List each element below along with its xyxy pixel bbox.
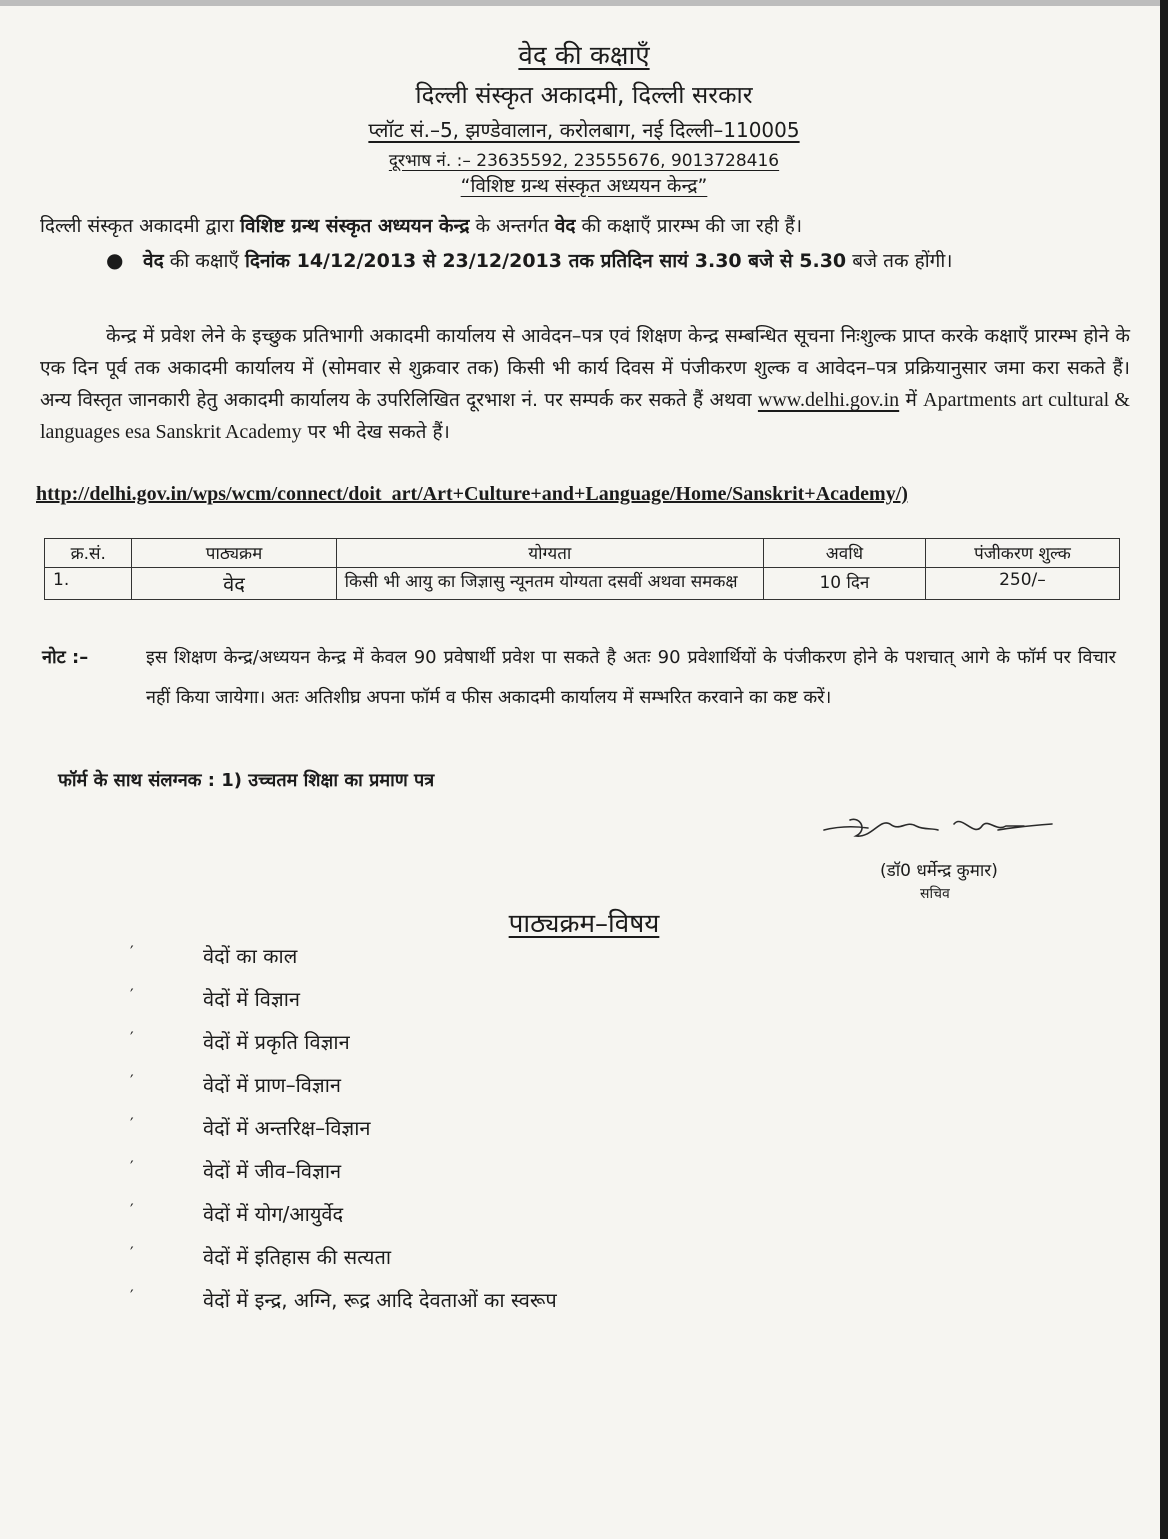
- signatory-name: (डॉ0 धर्मेन्द्र कुमार): [880, 861, 998, 881]
- syllabus-topic: वेदों का काल: [203, 944, 298, 968]
- syllabus-title: पाठ्यक्रम–विषय: [508, 909, 660, 939]
- intro-paragraph: दिल्ली संस्कृत अकादमी द्वारा विशिष्ट ग्रन्थ संस्कृत अध्ययन केन्द्र के अन्तर्गत वेद की कक्षाएँ प्रारम्भ की जा रही हैं।: [40, 215, 803, 237]
- syllabus-topic: वेदों में इतिहास की सत्यता: [203, 1245, 392, 1269]
- attachment-line: फॉर्म के साथ संलग्नक : 1) उच्चतम शिक्षा का प्रमाण पत्र: [58, 770, 435, 791]
- centre-name: “विशिष्ट ग्रन्थ संस्कृत अध्ययन केन्द्र”: [460, 175, 708, 197]
- tick-mark-icon: ′: [130, 942, 134, 961]
- scan-right-edge: [1160, 0, 1168, 1539]
- tick-mark-icon: ′: [130, 1243, 134, 1262]
- syllabus-topic: वेदों में अन्तरिक्ष–विज्ञान: [203, 1116, 371, 1140]
- tick-mark-icon: ′: [130, 1157, 134, 1176]
- syllabus-topic: वेदों में जीव–विज्ञान: [203, 1159, 342, 1183]
- syllabus-topic: वेदों में इन्द्र, अग्नि, रूद्र आदि देवताओं का स्वरूप: [203, 1288, 557, 1312]
- schedule-bullet: वेद की कक्षाएँ दिनांक 14/12/2013 से 23/12/2013 तक प्रतिदिन सायं 3.30 बजे से 5.30 बजे तक होंगी।: [143, 250, 953, 272]
- page-title: वेद की कक्षाएँ: [518, 41, 650, 71]
- info-paragraph: केन्द्र में प्रवेश लेने के इच्छुक प्रतिभागी अकादमी कार्यालय से आवेदन–पत्र एवं शिक्षण केन्द्र सम्बन्धित सूचना निःशुल्क प्राप्त करके कक्षाएँ प्रारम्भ होने के एक दिन पूर्व तक अकादमी कार्यालय में (सोमवार से शुक्रवार तक) किसी भी कार्य दिवस में पंजीकरण शुल्क व आवेदन–पत्र प्रक्रियानुसार जमा करा सकते हैं। अन्य विस्तृत जानकारी हेतु अकादमी कार्यालय के उपरिलिखित दूरभाश नं. पर सम्पर्क कर सकते हैं अथवा www.delhi.gov.in में Apartments art cultural & languages esa Sanskrit Academy पर भी देख सकते हैं।: [40, 325, 1130, 443]
- cell-duration: 10 दिन: [763, 568, 925, 600]
- syllabus-topic: वेदों में विज्ञान: [203, 987, 300, 1011]
- address: प्लॉट सं.–5, झण्डेवालान, करोलबाग, नई दिल्ली–110005: [368, 118, 800, 142]
- cell-fee: 250/–: [925, 568, 1119, 600]
- phone-numbers: दूरभाष नं. :– 23635592, 23555676, 9013728416: [388, 151, 780, 171]
- tick-mark-icon: ′: [130, 1200, 134, 1219]
- syllabus-topic: वेदों में योग/आयुर्वेद: [203, 1202, 344, 1226]
- tick-mark-icon: ′: [130, 985, 134, 1004]
- tick-mark-icon: ′: [130, 1028, 134, 1047]
- col-header-fee: पंजीकरण शुल्क: [925, 539, 1119, 568]
- signatory-designation: सचिव: [920, 886, 950, 902]
- note-text: इस शिक्षण केन्द्र/अध्ययन केन्द्र में केवल 90 प्रवेषार्थी प्रवेश पा सकते है अतः 90 प्रवेशार्थियों के पंजीकरण होने के पशचात् आगे के फॉर्म पर विचार नहीं किया जायेगा। अतः अतिशीघ्र अपना फॉर्म व फीस अकादमी कार्यालय में सम्भरित करवाने का कष्ट करें।: [146, 647, 1116, 708]
- syllabus-topic: वेदों में प्राण–विज्ञान: [203, 1073, 342, 1097]
- col-header-course: पाठ्यक्रम: [132, 539, 336, 568]
- note-label: नोट :–: [42, 647, 89, 668]
- col-header-duration: अवधि: [763, 539, 925, 568]
- signature-image: [820, 808, 1060, 848]
- website-link[interactable]: www.delhi.gov.in: [757, 389, 900, 411]
- cell-serial: 1.: [45, 568, 132, 600]
- tick-mark-icon: ′: [130, 1114, 134, 1133]
- tick-mark-icon: ′: [130, 1286, 134, 1305]
- cell-course: वेद: [132, 568, 336, 600]
- organization-name: दिल्ली संस्कृत अकादमी, दिल्ली सरकार: [415, 81, 753, 109]
- col-header-eligibility: योग्यता: [336, 539, 763, 568]
- scan-top-edge: [0, 0, 1168, 6]
- syllabus-topic: वेदों में प्रकृति विज्ञान: [203, 1030, 350, 1054]
- cell-eligibility: किसी भी आयु का जिज्ञासु न्यूनतम योग्यता दसवीं अथवा समकक्ष: [336, 568, 763, 600]
- table-row: [45, 568, 1120, 600]
- course-fee-table: [44, 538, 1120, 600]
- bullet-icon: ●: [106, 248, 124, 272]
- academy-url-link[interactable]: http://delhi.gov.in/wps/wcm/connect/doit_art/Art+Culture+and+Language/Home/Sanskrit+Academy/): [36, 483, 908, 505]
- table-header-row: [45, 539, 1120, 568]
- col-header-serial: क्र.सं.: [45, 539, 132, 568]
- tick-mark-icon: ′: [130, 1071, 134, 1090]
